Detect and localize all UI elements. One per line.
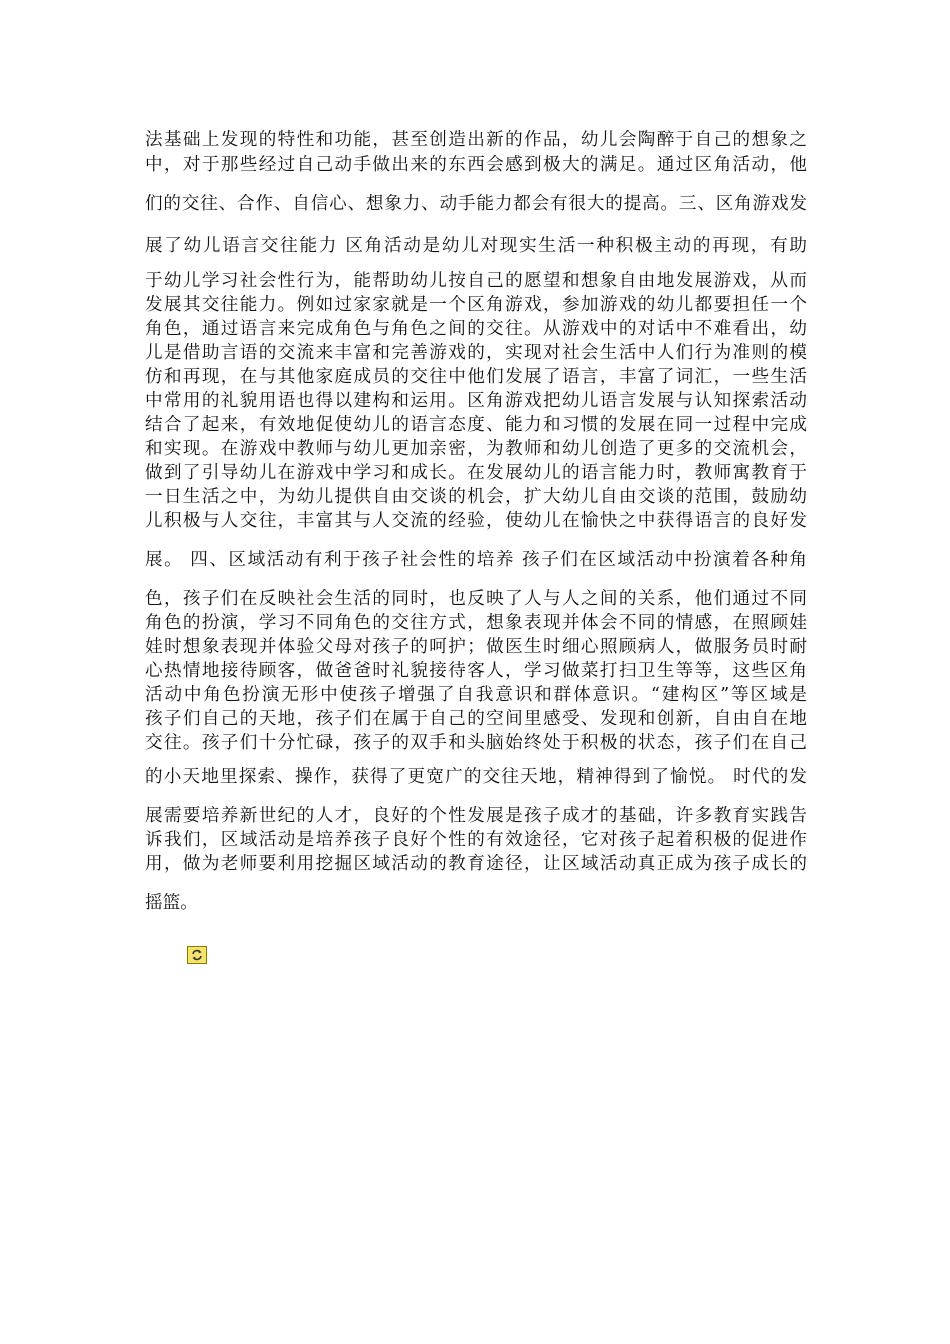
- text-line: 角色，通过语言来完成角色与角色之间的交往。从游戏中的对话中不难看出，幼: [145, 319, 807, 339]
- text-line: 心热情地接待顾客，做爸爸时礼貌接待客人，学习做菜打扫卫生等等，这些区角: [145, 661, 807, 681]
- text-line: 展需要培养新世纪的人才，良好的个性发展是孩子成才的基础，许多教育实践告: [145, 806, 807, 826]
- text-line: 娃时想象表现并体验父母对孩子的呵护；做医生时细心照顾病人，做服务员时耐: [145, 637, 807, 657]
- text-line: 法基础上发现的特性和功能，甚至创造出新的作品，幼儿会陶醉于自己的想象之: [145, 130, 807, 150]
- text-line: 的小天地里探索、操作，获得了更宽广的交往天地，精神得到了愉悦。 时代的发: [145, 767, 807, 787]
- body-text: [145, 124, 807, 914]
- text-line: 做到了引导幼儿在游戏中学习和成长。在发展幼儿的语言能力时，教师寓教育于: [145, 463, 807, 483]
- text-line: 展了幼儿语言交往能力 区角活动是幼儿对现实生活一种积极主动的再现，有助: [145, 236, 807, 256]
- text-line: 孩子们自己的天地，孩子们在属于自己的空间里感受、发现和创新，自由自在地: [145, 709, 807, 729]
- text-line: 和实现。在游戏中教师与幼儿更加亲密，为教师和幼儿创造了更多的交流机会，: [145, 439, 807, 459]
- text-line: 发展其交往能力。例如过家家就是一个区角游戏，参加游戏的幼儿都要担任一个: [145, 295, 807, 315]
- text-line: 们的交往、合作、自信心、想象力、动手能力都会有很大的提高。三、区角游戏发: [145, 194, 807, 214]
- text-line: 活动中角色扮演无形中使孩子增强了自我意识和群体意识。“建构区”等区域是: [145, 685, 807, 705]
- text-line: 于幼儿学习社会性行为，能帮助幼儿按自己的愿望和想象自由地发展游戏，从而: [145, 271, 807, 291]
- refresh-arrows-icon: [190, 948, 204, 962]
- text-line: 色，孩子们在反映社会生活的同时，也反映了人与人之间的关系，他们通过不同: [145, 589, 807, 609]
- text-line: 中，对于那些经过自己动手做出来的东西会感到极大的满足。通过区角活动，他: [145, 155, 807, 175]
- text-line: 诉我们，区域活动是培养孩子良好个性的有效途径，它对孩子起着积极的促进作: [145, 830, 807, 850]
- text-line: 摇篮。: [145, 893, 198, 913]
- embedded-object-icon[interactable]: [187, 946, 207, 964]
- text-line: 结合了起来，有效地促使幼儿的语言态度、能力和习惯的发展在同一过程中完成: [145, 415, 807, 435]
- text-line: 用，做为老师要利用挖掘区域活动的教育途径，让区域活动真正成为孩子成长的: [145, 854, 807, 874]
- text-line: 角色的扮演，学习不同角色的交往方式，想象表现并体会不同的情感，在照顾娃: [145, 613, 807, 633]
- text-line: 儿积极与人交往，丰富其与人交流的经验，使幼儿在愉快之中获得语言的良好发: [145, 511, 807, 531]
- text-line: 展。 四、区域活动有利于孩子社会性的培养 孩子们在区域活动中扮演着各种角: [145, 550, 807, 570]
- text-line: 中常用的礼貌用语也得以建构和运用。区角游戏把幼儿语言发展与认知探索活动: [145, 391, 807, 411]
- text-line: 交往。孩子们十分忙碌，孩子的双手和头脑始终处于积极的状态，孩子们在自己: [145, 733, 807, 753]
- text-line: 儿是借助言语的交流来丰富和完善游戏的，实现对社会生活中人们行为准则的模: [145, 343, 807, 363]
- text-line: 仿和再现，在与其他家庭成员的交往中他们发展了语言，丰富了词汇，一些生活: [145, 367, 807, 387]
- text-line: 一日生活之中，为幼儿提供自由交谈的机会，扩大幼儿自由交谈的范围，鼓励幼: [145, 487, 807, 507]
